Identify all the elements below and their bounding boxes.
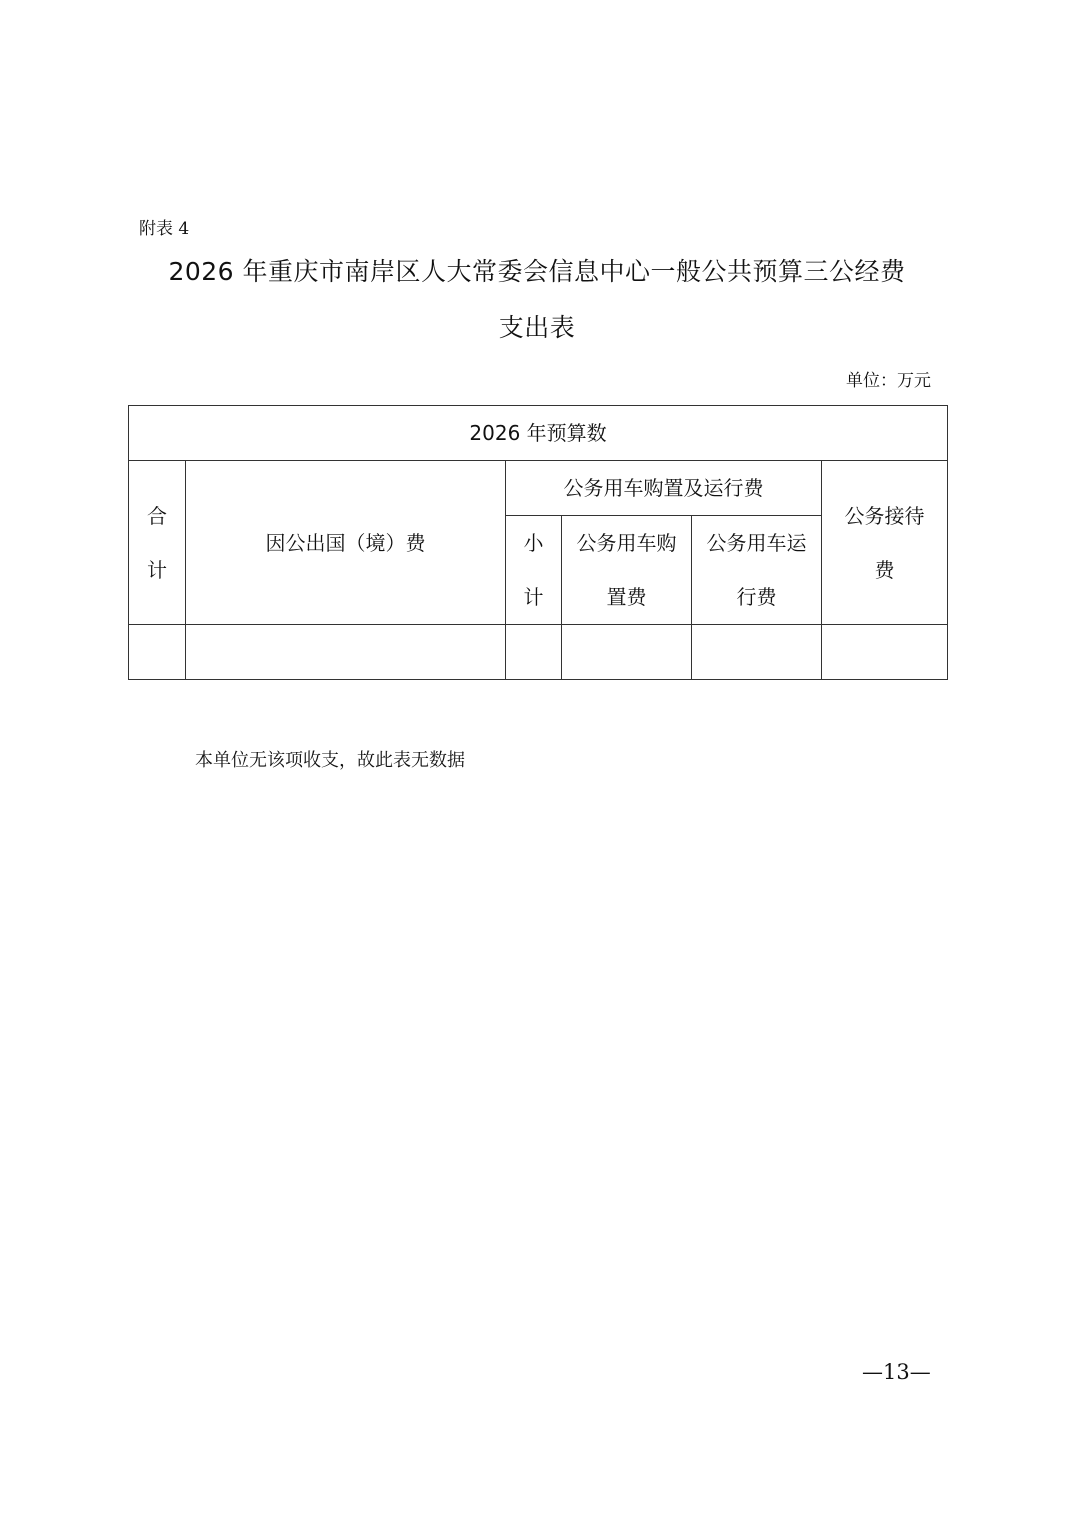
document-title-line1: 2026 年重庆市南岸区人大常委会信息中心一般公共预算三公经费: [168, 257, 906, 286]
page-number: —13—: [862, 1360, 931, 1384]
cell-vehicle-purchase: [562, 625, 692, 680]
three-public-expenses-table: [128, 405, 948, 680]
header-vehicle-group: 公务用车购置及运行费: [506, 461, 822, 516]
header-abroad-fee: 因公出国（境）费: [186, 461, 506, 625]
cell-reception-fee: [822, 625, 948, 680]
unit-label: 单位：万元: [846, 371, 931, 391]
header-total: 合计: [129, 461, 186, 625]
cell-vehicle-operation: [692, 625, 822, 680]
header-budget-year: 2026 年预算数: [129, 406, 948, 461]
no-data-note: 本单位无该项收支，故此表无数据: [195, 750, 465, 771]
header-vehicle-operation: 公务用车运行费: [692, 516, 822, 625]
header-vehicle-purchase: 公务用车购置费: [562, 516, 692, 625]
header-subtotal: 小计: [506, 516, 562, 625]
cell-subtotal: [506, 625, 562, 680]
attachment-label: 附表 4: [139, 219, 190, 239]
document-title-line2: 支出表: [498, 313, 576, 342]
cell-abroad-fee: [186, 625, 506, 680]
header-reception-fee: 公务接待费: [822, 461, 948, 625]
cell-total: [129, 625, 186, 680]
